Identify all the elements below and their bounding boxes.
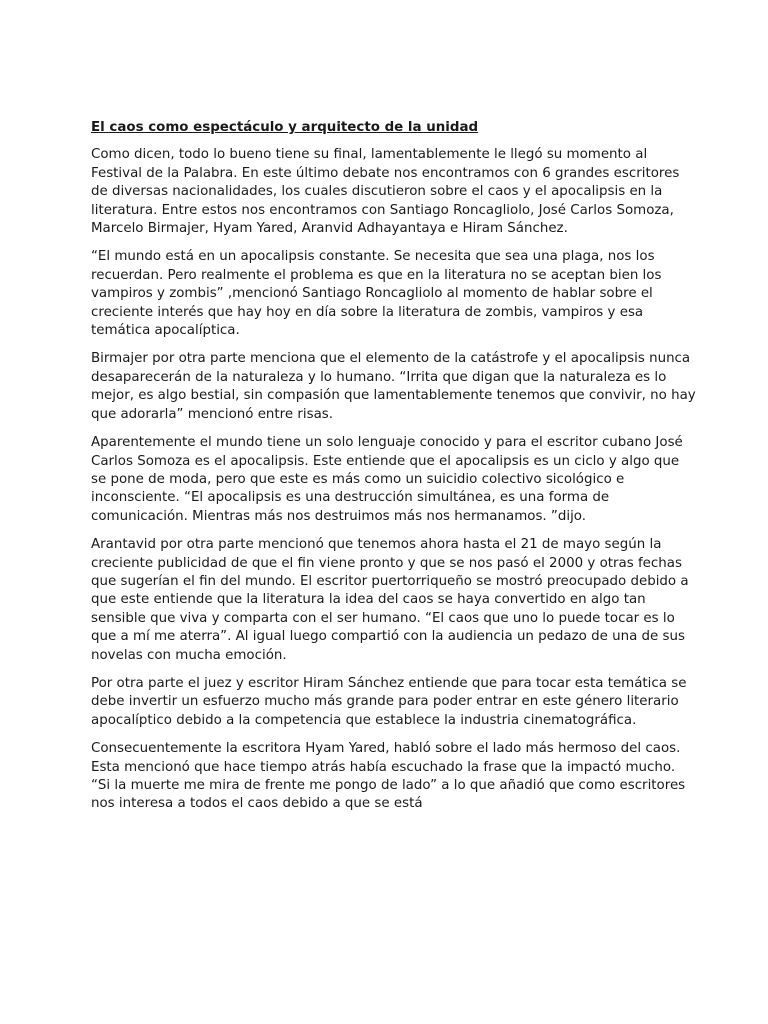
paragraph-1: Como dicen, todo lo bueno tiene su final, lamentablemente le llegó su momento al Festival de la Palabra. En este último debate nos encontramos con 6 grandes escritores de diversas nacionalidades, los cuales discutieron sobre el caos y el apocalipsis en la literatura. Entre estos nos encontramos con Santiago Roncagliolo, José Carlos Somoza, Marcelo Birmajer, Hyam Yared, Aranvid Adhayantaya e Hiram Sánchez.	[91, 147, 680, 237]
paragraph-4: Aparentemente el mundo tiene un solo lenguaje conocido y para el escritor cubano José Carlos Somoza es el apocalipsis. Este entiende que el apocalipsis es un ciclo y algo que se pone de moda, pero que este es más como un suicidio colectivo sicológico e inconsciente. “El apocalipsis es una destrucción simultánea, es una forma de comunicación. Mientras más nos destruimos más nos hermanamos. ”dijo.	[91, 435, 683, 524]
paragraph-5: Arantavid por otra parte mencionó que tenemos ahora hasta el 21 de mayo según la creciente publicidad de que el fin viene pronto y que se nos pasó el 2000 y otras fechas que sugerían el fin del mundo. El escritor puertorriqueño se mostró preocupado debido a que este entiende que la literatura la idea del caos se haya convertido en algo tan sensible que viva y comparta con el ser humano. “El caos que uno lo puede tocar es lo que a mí me aterra”. Al igual luego compartió con la audiencia un pedazo de una de sus novelas con mucha emoción.	[91, 537, 689, 663]
paragraph-7: Consecuentemente la escritora Hyam Yared, habló sobre el lado más hermoso del caos. Esta mencionó que hace tiempo atrás había escuchado la frase que la impactó mucho. “Si la muerte me mira de frente me pongo de lado” a lo que añadió que como escritores nos interesa a todos el caos debido a que se está	[91, 741, 686, 812]
document-title: El caos como espectáculo y arquitecto de la unidad	[91, 120, 479, 135]
paragraph-3: Birmajer por otra parte menciona que el elemento de la catástrofe y el apocalipsis nunca desaparecerán de la naturaleza y lo humano. “Irrita que digan que la naturaleza es lo mejor, es algo bestial, sin compasión que lamentablemente tenemos que convivir, no hay que adorarla” mencionó entre risas.	[91, 351, 696, 422]
paragraph-6: Por otra parte el juez y escritor Hiram Sánchez entiende que para tocar esta temática se debe invertir un esfuerzo mucho más grande para poder entrar en este género literario apocalíptico debido a la competencia que establece la industria cinematográfica.	[91, 675, 687, 728]
paragraph-2: “El mundo está en un apocalipsis constante. Se necesita que sea una plaga, nos los recuerdan. Pero realmente el problema es que en la literatura no se aceptan bien los vampiros y zombis” ,mencionó Santiago Roncagliolo al momento de hablar sobre el creciente interés que hay hoy en día sobre la literatura de zombis, vampiros y esa temática apocalíptica.	[91, 249, 662, 339]
